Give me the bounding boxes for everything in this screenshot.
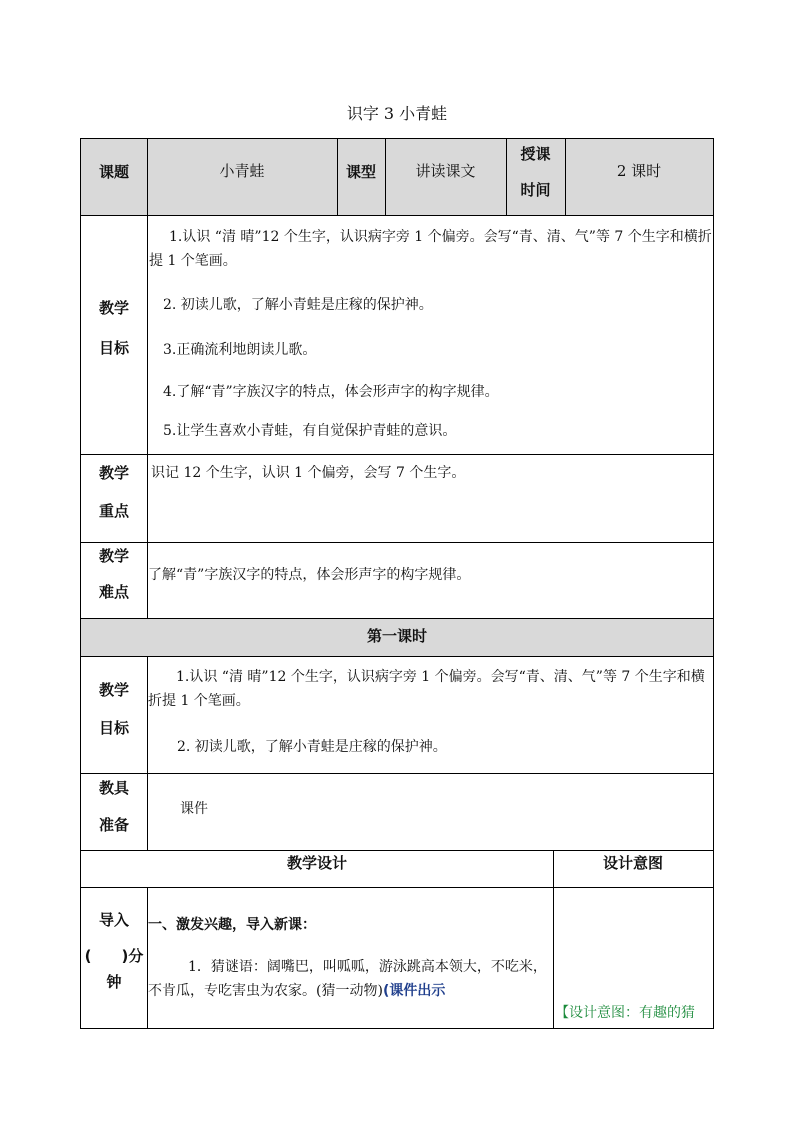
intent-column-heading: 设计意图 (602, 854, 663, 872)
document-title: 识字 3 小青蛙 (346, 104, 448, 123)
row-divider (81, 850, 713, 851)
topic-label: 课题 (98, 163, 129, 181)
tools-label-line1: 教具 (98, 779, 129, 797)
type-value: 讲读课文 (415, 162, 476, 180)
intro-label-line3: 钟 (106, 973, 122, 991)
difficulties-text: 了解“青”字族汉字的特点，体会形声字的构字规律。 (148, 567, 471, 583)
goals-label-line2: 目标 (98, 339, 129, 357)
key-points-label-line1: 教学 (98, 464, 129, 482)
lesson-goal-item-1: 1.认识 “清 晴”12 个生字，认识病字旁 1 个偏旁。会写“青、清、气”等 7 个生字和横折提 1 个笔画。 (148, 669, 705, 709)
col-divider (147, 139, 148, 618)
tools-label-line2: 准备 (98, 816, 129, 834)
row-divider (81, 215, 713, 216)
type-label: 课型 (345, 163, 376, 181)
time-value: 2 课时 (616, 162, 662, 180)
difficulties-label-line2: 难点 (98, 583, 129, 601)
col-divider (553, 850, 554, 1028)
lesson-goal-item-2: 2. 初读儿歌，了解小青蛙是庄稼的保护神。 (177, 739, 447, 755)
intro-label-line2: ( )分 (84, 947, 144, 965)
goal-item-5: 5.让学生喜欢小青蛙，有自觉保护青蛙的意识。 (163, 423, 457, 439)
time-label-line2: 时间 (520, 181, 551, 199)
goal-item-4: 4.了解“青”字族汉字的特点，体会形声字的构字规律。 (163, 384, 499, 400)
design-column-heading: 教学设计 (286, 854, 347, 872)
topic-value: 小青蛙 (219, 162, 265, 180)
riddle-text (148, 955, 552, 1003)
riddle-body: 1．猜谜语：阔嘴巴，叫呱呱，游泳跳高本领大，不吃米，不肯瓜，专吃害虫为农家。(猜一动物) (148, 959, 547, 999)
time-label-line1: 授课 (520, 145, 551, 163)
riddle-note: (课件出示 (382, 983, 446, 999)
key-points-text: 识记 12 个生字，认识 1 个偏旁，会写 7 个生字。 (151, 465, 466, 481)
intro-label-line1: 导入 (98, 911, 129, 929)
goal-item-2: 2. 初读儿歌，了解小青蛙是庄稼的保护神。 (163, 297, 433, 313)
row-divider (81, 618, 713, 619)
lesson-plan-table (80, 138, 714, 1029)
goal-item-3: 3.正确流利地朗读儿歌。 (163, 342, 317, 358)
lesson-goals-label-line2: 目标 (98, 719, 129, 737)
first-lesson-heading: 第一课时 (366, 627, 427, 645)
row-divider (81, 656, 713, 657)
intent-note: 【设计意图：有趣的猜 (555, 1005, 695, 1021)
row-divider (81, 454, 713, 455)
lesson-goals-label-line1: 教学 (98, 681, 129, 699)
row-divider (81, 542, 713, 543)
goals-label-line1: 教学 (98, 299, 129, 317)
row-divider (81, 887, 713, 888)
key-points-label-line2: 重点 (98, 502, 129, 520)
tools-value: 课件 (180, 801, 208, 817)
goal-item-1: 1.认识 “清 晴”12 个生字，认识病字旁 1 个偏旁。会写“青、清、气”等 7 个生字和横折提 1 个笔画。 (149, 229, 712, 269)
row-divider (81, 773, 713, 774)
intro-section-heading: 一、激发兴趣，导入新课： (148, 917, 316, 933)
difficulties-label-line1: 教学 (98, 547, 129, 565)
